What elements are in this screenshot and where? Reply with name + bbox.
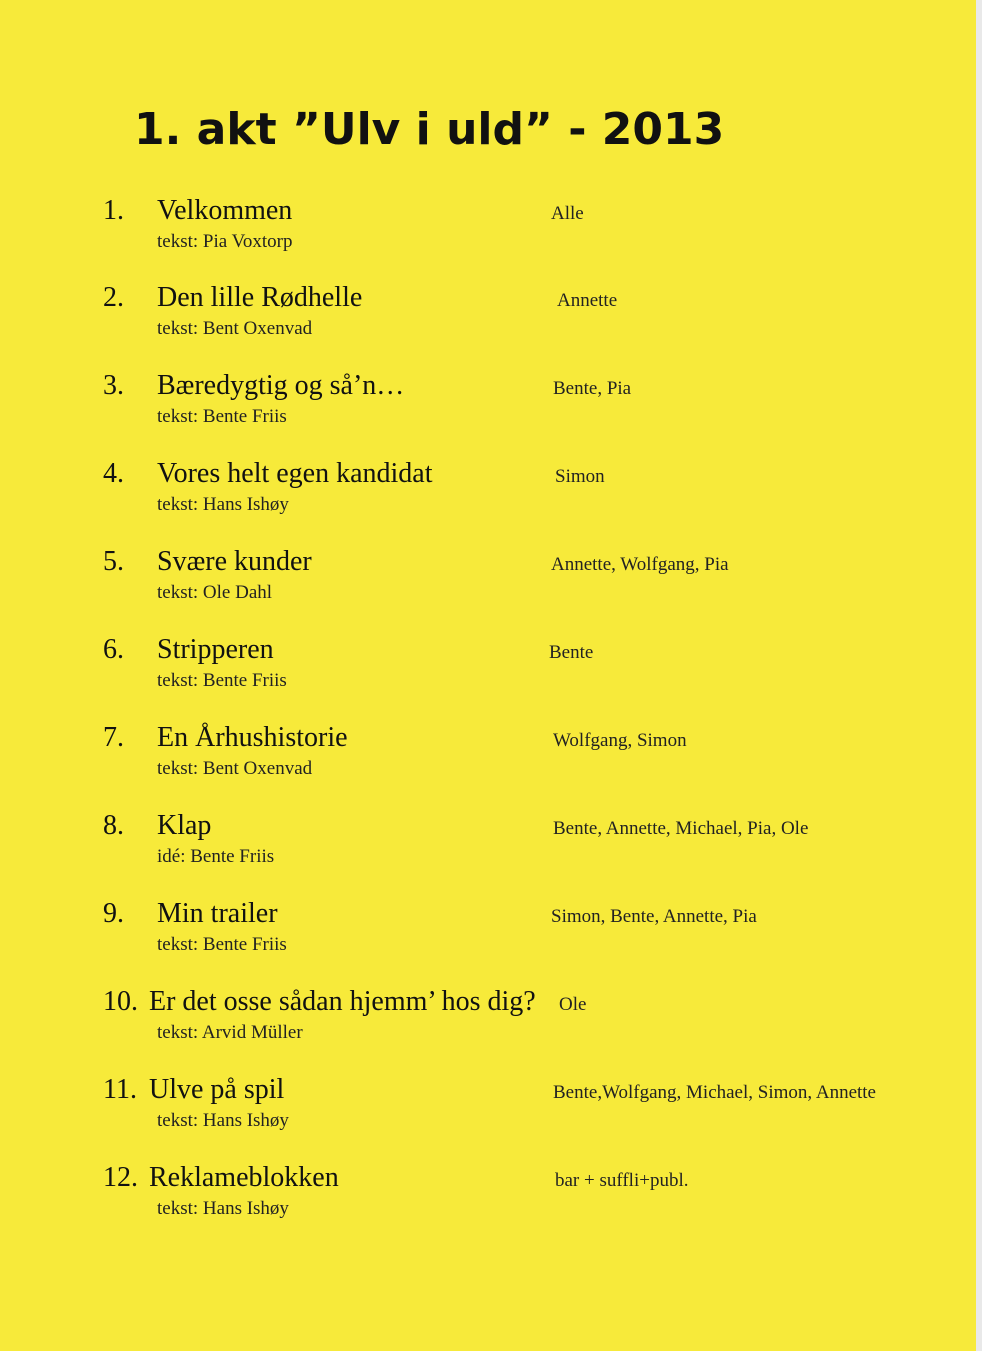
song-credit: tekst: Bent Oxenvad bbox=[157, 758, 313, 779]
item-number: 10. bbox=[103, 986, 138, 1017]
list-item bbox=[0, 1162, 976, 1250]
item-number: 6. bbox=[103, 634, 124, 665]
list-item bbox=[0, 722, 976, 810]
list-item bbox=[0, 1074, 976, 1162]
list-item bbox=[0, 634, 976, 722]
song-title: Reklameblokken bbox=[149, 1162, 339, 1193]
song-credit: tekst: Bente Friis bbox=[157, 934, 287, 955]
item-number: 2. bbox=[103, 282, 124, 313]
song-title: En Århushistorie bbox=[157, 722, 348, 753]
song-title: Min trailer bbox=[157, 898, 278, 929]
list-item bbox=[0, 810, 976, 898]
song-cast: Bente, Annette, Michael, Pia, Ole bbox=[553, 818, 809, 839]
item-number: 4. bbox=[103, 458, 124, 489]
song-cast: Simon, Bente, Annette, Pia bbox=[551, 906, 757, 927]
song-credit: tekst: Hans Ishøy bbox=[157, 1198, 289, 1219]
item-number: 5. bbox=[103, 546, 124, 577]
list-item bbox=[0, 370, 976, 458]
song-cast: Annette bbox=[557, 290, 618, 311]
song-credit: tekst: Bente Friis bbox=[157, 670, 287, 691]
song-credit: tekst: Bente Friis bbox=[157, 406, 287, 427]
song-title: Velkommen bbox=[157, 195, 293, 226]
song-title: Den lille Rødhelle bbox=[157, 282, 363, 313]
song-cast: Alle bbox=[551, 203, 584, 224]
song-cast: Ole bbox=[559, 994, 587, 1015]
list-item bbox=[0, 195, 976, 283]
paper-edge bbox=[976, 0, 982, 1351]
song-cast: Bente, Pia bbox=[553, 378, 632, 399]
song-cast: Annette, Wolfgang, Pia bbox=[551, 554, 729, 575]
list-item bbox=[0, 986, 976, 1074]
list-item bbox=[0, 282, 976, 370]
song-credit: tekst: Pia Voxtorp bbox=[157, 231, 293, 252]
page-title: 1. akt ”Ulv i uld” - 2013 bbox=[134, 104, 725, 155]
item-number: 7. bbox=[103, 722, 124, 753]
item-number: 9. bbox=[103, 898, 124, 929]
item-number: 11. bbox=[103, 1074, 137, 1105]
song-cast: Bente bbox=[549, 642, 594, 663]
song-title: Vores helt egen kandidat bbox=[157, 458, 433, 489]
song-title: Er det osse sådan hjemm’ hos dig? bbox=[149, 986, 536, 1017]
song-credit: tekst: Hans Ishøy bbox=[157, 494, 289, 515]
song-cast: Simon bbox=[555, 466, 605, 487]
item-number: 3. bbox=[103, 370, 124, 401]
song-title: Stripperen bbox=[157, 634, 274, 665]
song-cast: Wolfgang, Simon bbox=[553, 730, 687, 751]
item-number: 12. bbox=[103, 1162, 138, 1193]
song-credit: tekst: Ole Dahl bbox=[157, 582, 273, 603]
song-credit: idé: Bente Friis bbox=[157, 846, 275, 867]
song-title: Ulve på spil bbox=[149, 1074, 285, 1105]
song-credit: tekst: Hans Ishøy bbox=[157, 1110, 289, 1131]
song-title: Svære kunder bbox=[157, 546, 312, 577]
item-number: 1. bbox=[103, 195, 124, 226]
song-credit: tekst: Bent Oxenvad bbox=[157, 318, 313, 339]
song-credit: tekst: Arvid Müller bbox=[157, 1022, 303, 1043]
song-title: Klap bbox=[157, 810, 212, 841]
list-item bbox=[0, 898, 976, 986]
song-title: Bæredygtig og så’n… bbox=[157, 370, 405, 401]
item-number: 8. bbox=[103, 810, 124, 841]
song-cast: Bente,Wolfgang, Michael, Simon, Annette bbox=[553, 1082, 876, 1103]
list-item bbox=[0, 546, 976, 634]
list-item bbox=[0, 458, 976, 546]
song-cast: bar + suffli+publ. bbox=[555, 1170, 689, 1191]
